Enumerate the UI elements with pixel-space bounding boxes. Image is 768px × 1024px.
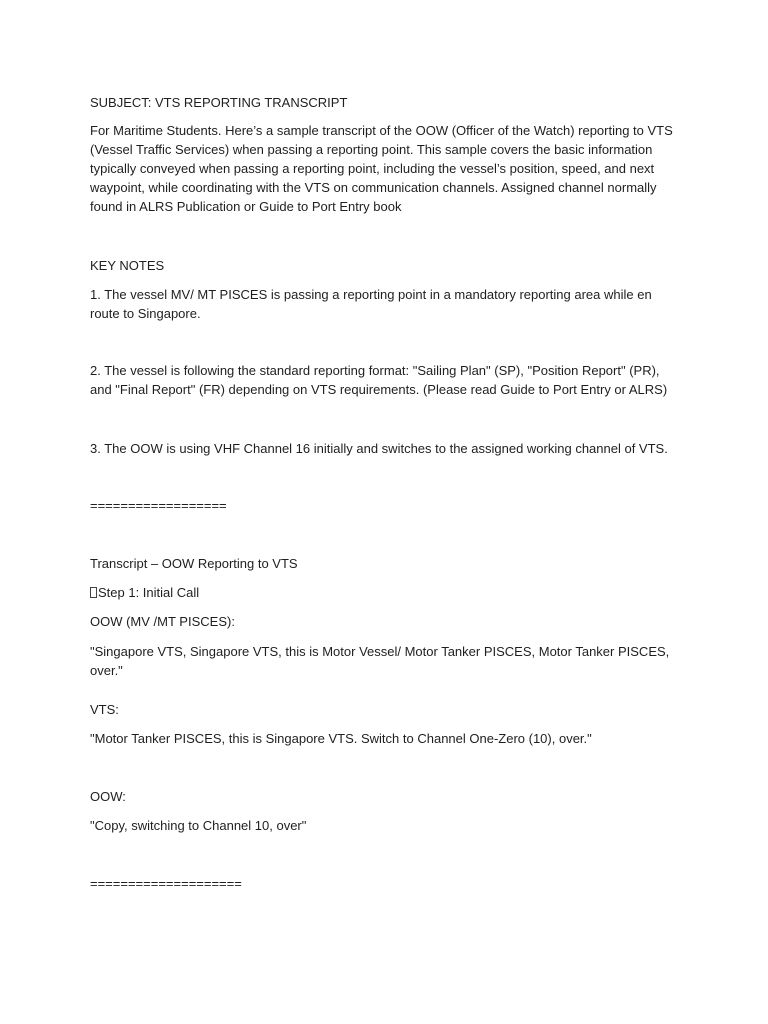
message-oow-2: "Copy, switching to Channel 10, over" [90,818,307,833]
step-1-heading [90,583,690,602]
key-notes-heading: KEY NOTES [90,258,165,273]
transcript-title: Transcript – OOW Reporting to VTS [90,556,298,571]
speaker-oow-1: OOW (MV /MT PISCES): [90,614,235,629]
intro-paragraph: For Maritime Students. Here’s a sample transcript of the OOW (Officer of the Watch) reporting to VTS (Vessel Traffic Services) when passing a reporting point. This sample covers the basic information typically conveyed when passing a reporting point, including the vessel’s position, speed, and next waypoint, while coordinating with the VTS on communication channels. Assigned channel normally found in ALRS Publication or Guide to Port Entry book [90,123,673,214]
message-oow-1: "Singapore VTS, Singapore VTS, this is Motor Vessel/ Motor Tanker PISCES, Motor Tanker PISCES, over." [90,644,673,678]
separator-2: ==================== [90,876,242,891]
step-1-label: Step 1: Initial Call [98,585,200,600]
note-3: 3. The OOW is using VHF Channel 16 initially and switches to the assigned working channel of VTS. [90,441,668,456]
note-2: 2. The vessel is following the standard reporting format: "Sailing Plan" (SP), "Position Report" (PR), and "Final Report" (FR) depending on VTS requirements. (Please read Guide to Port Entry or ALRS) [90,363,668,397]
subject-line: SUBJECT: VTS REPORTING TRANSCRIPT [90,95,348,110]
message-vts: "Motor Tanker PISCES, this is Singapore VTS. Switch to Channel One-Zero (10), over." [90,731,592,746]
speaker-oow-2: OOW: [90,789,126,804]
missing-glyph-icon [90,587,97,598]
separator-1: ================== [90,498,227,513]
speaker-vts: VTS: [90,702,119,717]
note-1: 1. The vessel MV/ MT PISCES is passing a reporting point in a mandatory reporting area while en route to Singapore. [90,287,652,321]
